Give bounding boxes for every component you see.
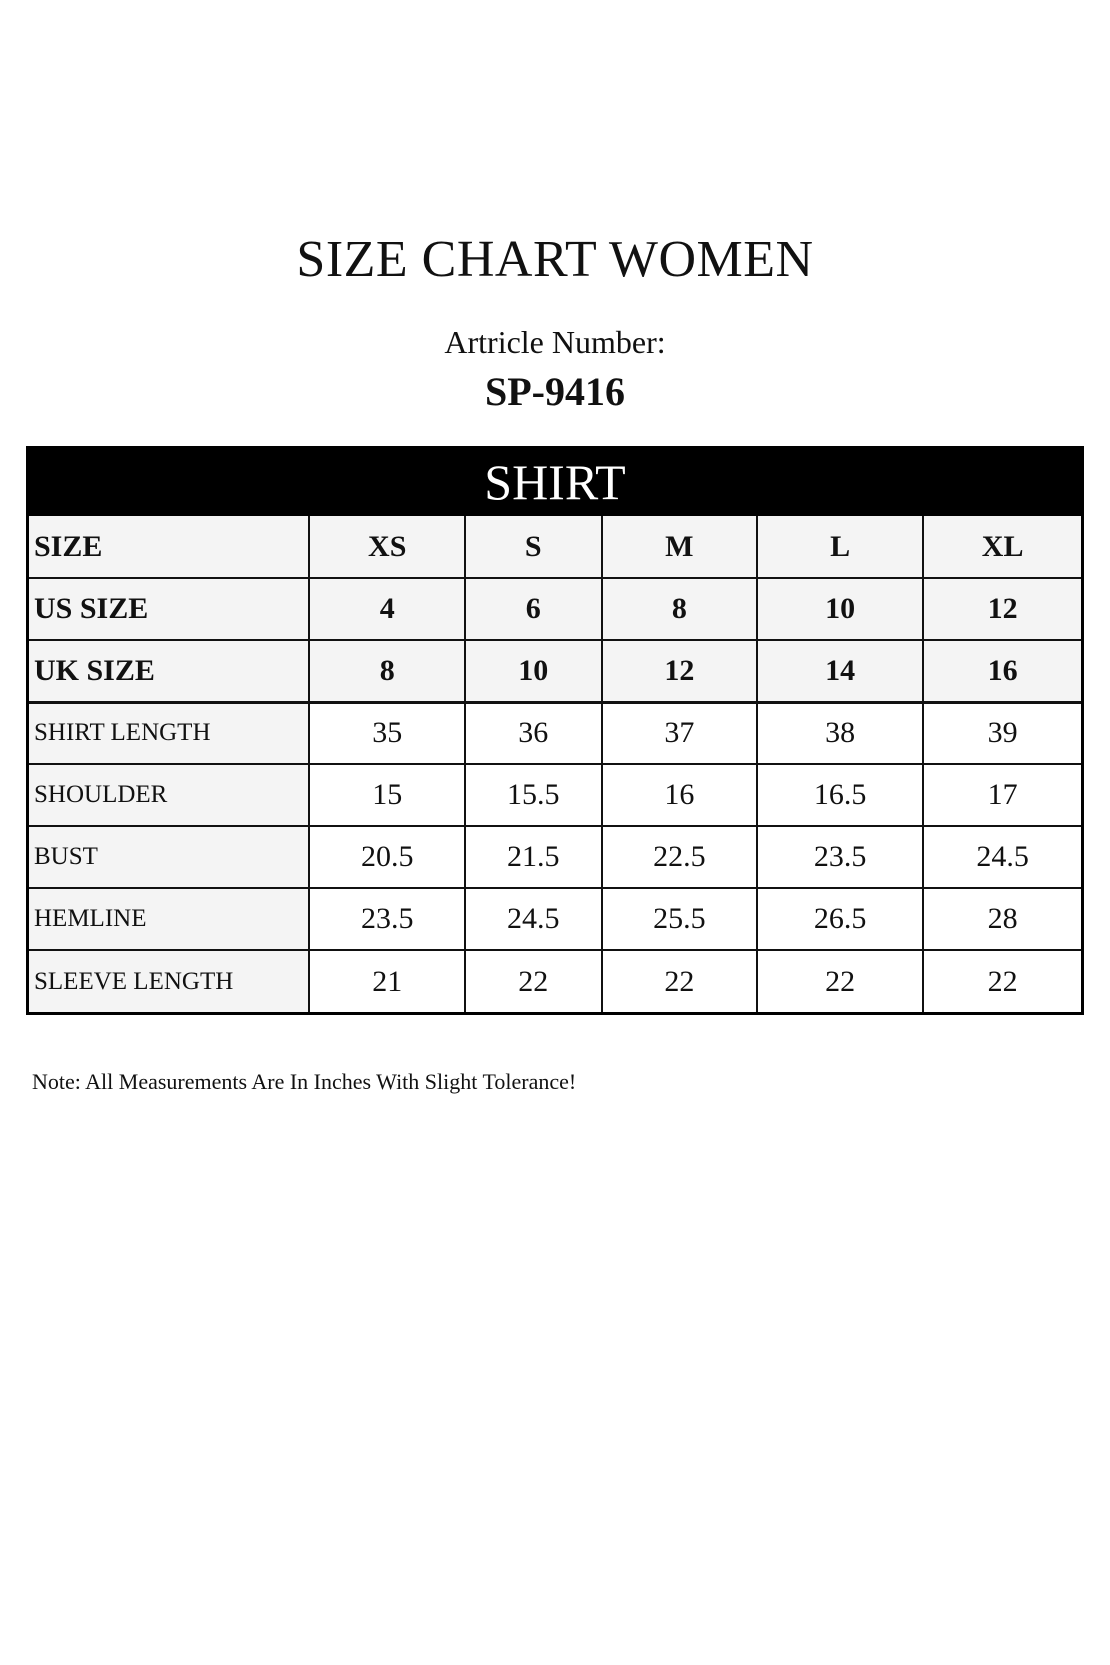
table-row-shoulder	[29, 764, 1081, 826]
table-row-bust	[29, 826, 1081, 888]
row-label: SHIRT LENGTH	[29, 702, 309, 764]
table-cell: 6	[465, 578, 602, 640]
table-cell: 26.5	[757, 888, 923, 950]
table-cell: XL	[923, 516, 1081, 578]
table-cell: 14	[757, 640, 923, 702]
table-cell: 23.5	[757, 826, 923, 888]
table-cell: 25.5	[602, 888, 758, 950]
table-cell: 36	[465, 702, 602, 764]
table-cell: 15.5	[465, 764, 602, 826]
table-cell: 12	[602, 640, 758, 702]
table-cell: L	[757, 516, 923, 578]
page-title: SIZE CHART WOMEN	[296, 231, 814, 288]
table-cell: 12	[923, 578, 1081, 640]
table-cell: 22	[923, 950, 1081, 1012]
table-cell: 37	[602, 702, 758, 764]
table-cell: 16	[602, 764, 758, 826]
row-label: US SIZE	[29, 578, 309, 640]
table-cell: 22	[757, 950, 923, 1012]
table-cell: 15	[309, 764, 465, 826]
table-header-shirt: SHIRT	[29, 449, 1081, 516]
table-cell: 17	[923, 764, 1081, 826]
table-cell: 24.5	[923, 826, 1081, 888]
size-table	[29, 516, 1081, 1012]
table-row-hemline	[29, 888, 1081, 950]
measurement-note: Note: All Measurements Are In Inches With Slight Tolerance!	[32, 1069, 577, 1094]
table-cell: 35	[309, 702, 465, 764]
table-cell: 24.5	[465, 888, 602, 950]
table-cell: 23.5	[309, 888, 465, 950]
table-row-size	[29, 516, 1081, 578]
table-cell: M	[602, 516, 758, 578]
table-cell: 22	[465, 950, 602, 1012]
row-label: UK SIZE	[29, 640, 309, 702]
table-cell: 39	[923, 702, 1081, 764]
table-row-shirt-length	[29, 702, 1081, 764]
table-cell: 10	[757, 578, 923, 640]
table-cell: 8	[309, 640, 465, 702]
table-cell: XS	[309, 516, 465, 578]
table-cell: 16	[923, 640, 1081, 702]
table-cell: 28	[923, 888, 1081, 950]
article-number-label: Artricle Number:	[444, 324, 666, 360]
table-cell: S	[465, 516, 602, 578]
row-label: BUST	[29, 826, 309, 888]
table-cell: 22	[602, 950, 758, 1012]
row-label: HEMLINE	[29, 888, 309, 950]
table-row-uk-size	[29, 640, 1081, 702]
table-cell: 22.5	[602, 826, 758, 888]
table-cell: 16.5	[757, 764, 923, 826]
table-cell: 21	[309, 950, 465, 1012]
size-chart-table	[26, 446, 1084, 1015]
row-label: SLEEVE LENGTH	[29, 950, 309, 1012]
article-number: SP-9416	[485, 369, 625, 414]
table-cell: 20.5	[309, 826, 465, 888]
table-cell: 10	[465, 640, 602, 702]
table-cell: 8	[602, 578, 758, 640]
table-row-sleeve-length	[29, 950, 1081, 1012]
table-cell: 4	[309, 578, 465, 640]
table-cell: 38	[757, 702, 923, 764]
table-cell: 21.5	[465, 826, 602, 888]
row-label: SHOULDER	[29, 764, 309, 826]
table-row-us-size	[29, 578, 1081, 640]
row-label: SIZE	[29, 516, 309, 578]
